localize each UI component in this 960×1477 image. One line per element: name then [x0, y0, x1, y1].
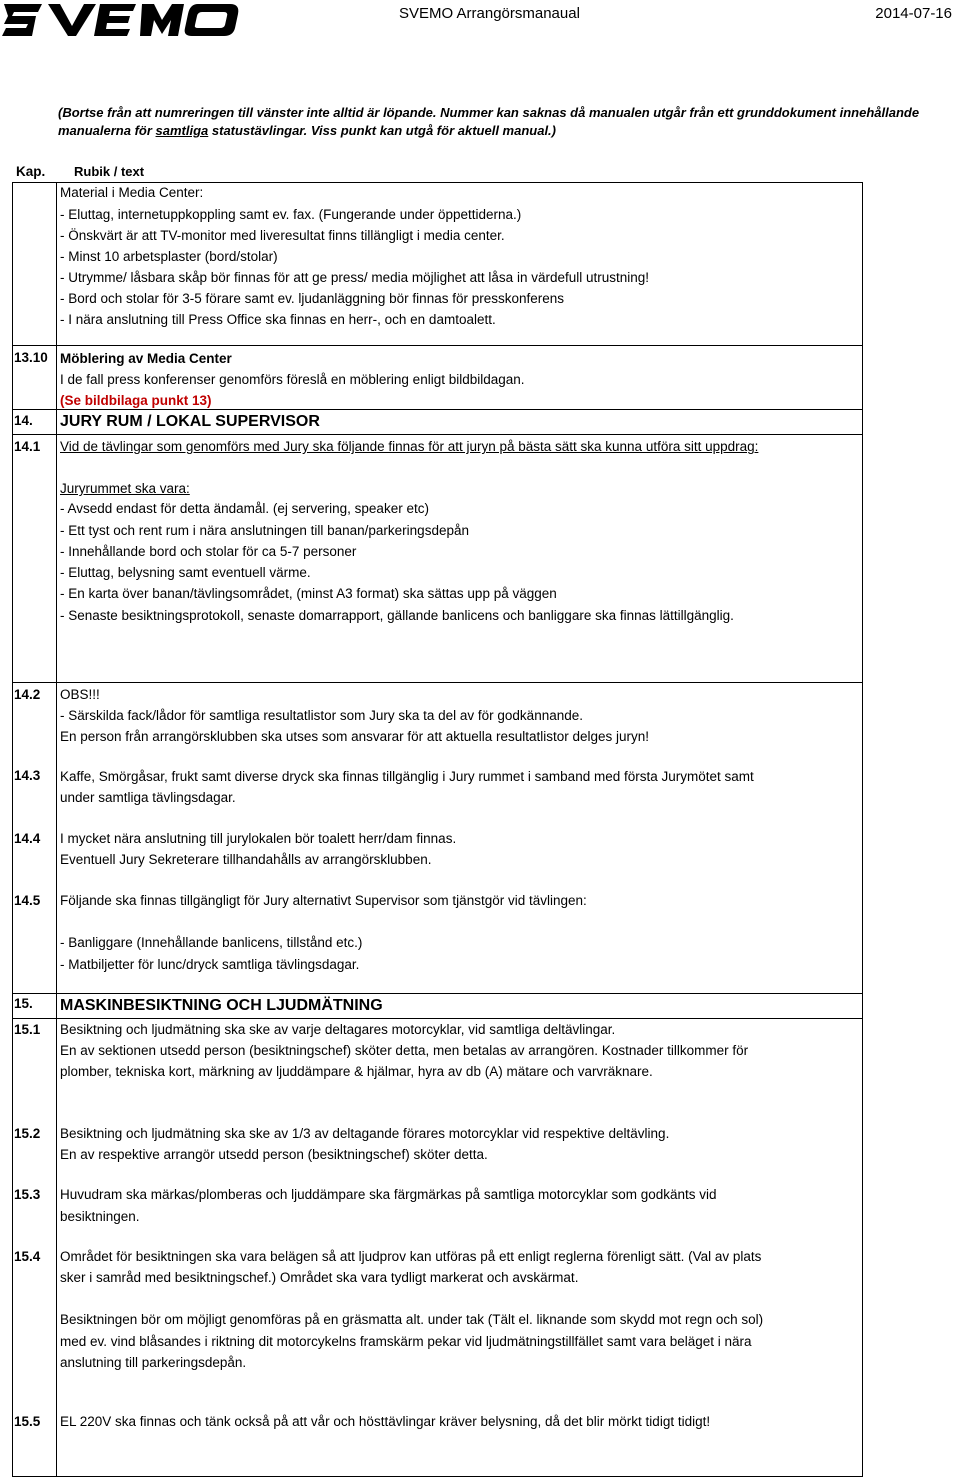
list-item: - Bord och stolar för 3-5 förare samt ev. ljudanläggning bör finnas för presskonferens	[60, 291, 565, 306]
section-text: med ev. vind blåsandes i riktning dit motorcykelns framskärm pekar vid ljudmätningstillfället samt vara beläget i nära	[60, 1334, 752, 1349]
section-text: sker i samråd med besiktningschef.) Området ska vara tydligt markerat och avskärmat.	[60, 1270, 579, 1285]
chapter-title: MASKINBESIKTNING OCH LJUDMÄTNING	[60, 997, 383, 1014]
svemo-logo	[2, 0, 242, 40]
row-divider	[12, 434, 863, 435]
section-title: Möblering av Media Center	[60, 351, 232, 366]
intro-note	[58, 104, 938, 140]
section-text: I mycket nära anslutning till jurylokalen bör toalett herr/dam finnas.	[60, 831, 457, 846]
section-text: Kaffe, Smörgåsar, frukt samt diverse dryck ska finnas tillgänglig i Jury rummet i samband med första Jurymötet samt	[60, 769, 754, 784]
column-header-kap: Kap.	[16, 164, 46, 179]
section-text: plomber, tekniska kort, märkning av ljuddämpare & hjälmar, hyra av db (A) mätare och varvräknare.	[60, 1064, 653, 1079]
chapter-title: JURY RUM / LOKAL SUPERVISOR	[60, 413, 320, 430]
document-date: 2014-07-16	[875, 5, 952, 22]
section-number: 14.	[14, 413, 33, 428]
section-text: En person från arrangörsklubben ska utses som ansvarar för att aktuella resultatlistor delges juryn!	[60, 729, 650, 744]
section-number: 14.1	[14, 439, 41, 454]
section-text: - Särskilda fack/lådor för samtliga resultatlistor som Jury ska ta del av för godkännande.	[60, 708, 583, 723]
section-intro: Följande ska finnas tillgängligt för Jury alternativt Supervisor som tjänstgör vid tävlingen:	[60, 893, 587, 908]
media-center-title: Material i Media Center:	[60, 185, 204, 200]
section-number: 14.5	[14, 893, 41, 908]
column-header-rubik: Rubik / text	[74, 164, 145, 179]
list-item: - Eluttag, internetuppkoppling samt ev. fax. (Fungerande under öppettiderna.)	[60, 207, 522, 222]
list-item: - Avsedd endast för detta ändamål. (ej servering, speaker etc)	[60, 501, 429, 516]
section-number: 15.2	[14, 1126, 41, 1141]
section-text: under samtliga tävlingsdagar.	[60, 790, 236, 805]
list-item: - Banliggare (Innehållande banlicens, tillstånd etc.)	[60, 935, 363, 950]
section-intro: Vid de tävlingar som genomförs med Jury ska följande finnas för att juryn på bästa sätt ska kunna utföra sitt uppdrag:	[60, 439, 759, 454]
note-text-2: statustävlingar. Viss punkt kan utgå för aktuell manual.)	[208, 123, 556, 138]
list-item: - Utrymme/ låsbara skåp bör finnas för att ge press/ media möjlighet att låsa in värdefull utrustning!	[60, 270, 650, 285]
section-number: 13.10	[14, 350, 48, 365]
section-text: Huvudram ska märkas/plomberas och ljuddämpare ska färgmärkas på samtliga motorcyklar som godkänts vid	[60, 1187, 717, 1202]
note-underlined: samtliga	[155, 123, 209, 138]
section-text: Området för besiktningen ska vara belägen så att ljudprov kan utföras på ett enligt reglerna förenligt sätt. (Val av plats	[60, 1249, 762, 1264]
section-text: En av respektive arrangör utsedd person (besiktningschef) sköter detta.	[60, 1147, 488, 1162]
section-number: 15.5	[14, 1414, 41, 1429]
section-number: 15.4	[14, 1249, 41, 1264]
table-border-left	[12, 182, 13, 1477]
section-number: 15.1	[14, 1022, 41, 1037]
table-border-right	[862, 345, 863, 1477]
list-item: - En karta över banan/tävlingsområdet, (minst A3 format) ska sättas upp på väggen	[60, 586, 557, 601]
section-text: EL 220V ska finnas och tänk också på att vår och hösttävlingar kräver belysning, då det blir mörkt tidigt tidigt!	[60, 1414, 711, 1429]
list-item: - Innehållande bord och stolar för ca 5-7 personer	[60, 544, 357, 559]
section-number: 14.2	[14, 687, 41, 702]
table-divider-vertical	[56, 182, 57, 1477]
row-divider	[12, 993, 863, 994]
section-text: En av sektionen utsedd person (besiktningschef) sköter detta, men betalas av arrangören. Kostnader tillkommer för	[60, 1043, 749, 1058]
section-number: 15.	[14, 996, 33, 1011]
page-header	[0, 0, 960, 40]
list-item: - Matbiljetter för lunc/dryck samtliga tävlingsdagar.	[60, 957, 360, 972]
list-item: - Ett tyst och rent rum i nära anslutningen till banan/parkeringsdepån	[60, 523, 469, 538]
section-number: 15.3	[14, 1187, 41, 1202]
section-text: Besiktningen bör om möjligt genomföras på en gräsmatta alt. under tak (Tält el. liknande som skydd mot regn och sol)	[60, 1312, 764, 1327]
section-number: 14.4	[14, 831, 41, 846]
section-text: Besiktning och ljudmätning ska ske av 1/3 av deltagande förares motorcyklar vid respektive deltävling.	[60, 1126, 670, 1141]
section-text: Besiktning och ljudmätning ska ske av varje deltagares motorcyklar, vid samtliga deltävlingar.	[60, 1022, 616, 1037]
list-item: - Önskvärt är att TV-monitor med liveresultat finns tillängligt i media center.	[60, 228, 505, 243]
section-reference: (Se bildbilaga punkt 13)	[60, 393, 212, 408]
list-item: - I nära anslutning till Press Office ska finnas en herr-, och en damtoalett.	[60, 312, 496, 327]
note-text-1: (Bortse från att numreringen till vänster inte alltid är löpande. Nummer kan saknas då manualen utgår från ett grunddokument innehållande manualerna för	[58, 105, 920, 138]
row-divider	[12, 682, 863, 683]
section-subheading: Juryrummet ska vara:	[60, 481, 190, 496]
list-item: - Senaste besiktningsprotokoll, senaste domarrapport, gällande banlicens och banliggare ska finnas lättillgänglig.	[60, 608, 734, 623]
list-item: - Minst 10 arbetsplaster (bord/stolar)	[60, 249, 278, 264]
section-text: OBS!!!	[60, 687, 100, 702]
section-text: Eventuell Jury Sekreterare tillhandahålls av arrangörsklubben.	[60, 852, 432, 867]
row-divider	[12, 345, 863, 346]
svemo-logo-graphic	[2, 0, 242, 40]
table-border-right	[862, 182, 863, 345]
document-title: SVEMO Arrangörsmanaual	[399, 5, 580, 22]
section-text: anslutning till parkeringsdepån.	[60, 1355, 247, 1370]
section-text: besiktningen.	[60, 1209, 140, 1224]
section-text: I de fall press konferenser genomförs föreslå en möblering enligt bildbildagan.	[60, 372, 525, 387]
list-item: - Eluttag, belysning samt eventuell värme.	[60, 565, 311, 580]
section-number: 14.3	[14, 768, 41, 783]
